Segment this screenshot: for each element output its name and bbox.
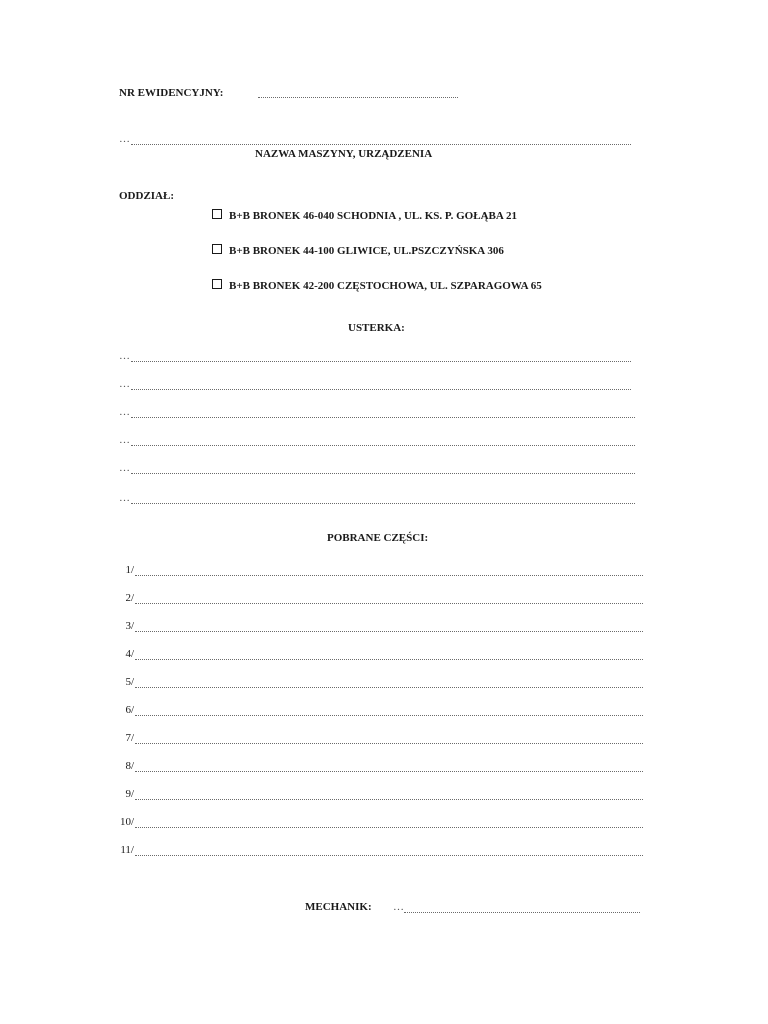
checkbox-icon[interactable] xyxy=(212,279,222,289)
fault-label: USTERKA: xyxy=(348,322,405,334)
parts-label: POBRANE CZĘŚCI: xyxy=(327,532,429,544)
part-number: 2/ xyxy=(125,592,134,604)
part-line-6[interactable] xyxy=(135,715,643,716)
part-line-5[interactable] xyxy=(135,687,643,688)
fault-line-5[interactable] xyxy=(131,473,635,474)
department-option-label: B+B BRONEK 42-200 CZĘSTOCHOWA, UL. SZPARAGOWA 65 xyxy=(229,280,542,292)
part-number: 6/ xyxy=(125,704,134,716)
fault-line-1[interactable] xyxy=(131,361,631,362)
fault-line-3[interactable] xyxy=(131,417,635,418)
fault-line-4[interactable] xyxy=(131,445,635,446)
department-option-schodnia[interactable] xyxy=(212,209,517,222)
fault-line-leader: … xyxy=(119,350,131,362)
part-number: 4/ xyxy=(125,648,134,660)
part-number: 10/ xyxy=(119,816,134,828)
nr-ewidencyjny-label: NR EWIDENCYJNY: xyxy=(119,87,224,99)
fault-line-leader: … xyxy=(119,378,131,390)
part-line-1[interactable] xyxy=(135,575,643,576)
department-option-label: B+B BRONEK 46-040 SCHODNIA , UL. KS. P. GOŁĄBA 21 xyxy=(229,210,517,222)
part-line-11[interactable] xyxy=(135,855,643,856)
checkbox-icon[interactable] xyxy=(212,209,222,219)
machine-name-field[interactable] xyxy=(131,144,631,145)
part-number: 8/ xyxy=(125,760,134,772)
part-line-9[interactable] xyxy=(135,799,643,800)
part-number: 5/ xyxy=(125,676,134,688)
fault-line-leader: … xyxy=(119,462,131,474)
part-number: 3/ xyxy=(125,620,134,632)
mechanic-label: MECHANIK: xyxy=(305,901,372,913)
part-line-8[interactable] xyxy=(135,771,643,772)
part-line-3[interactable] xyxy=(135,631,643,632)
machine-name-caption: NAZWA MASZYNY, URZĄDZENIA xyxy=(255,148,433,160)
fault-line-leader: … xyxy=(119,406,131,418)
checkbox-icon[interactable] xyxy=(212,244,222,254)
mechanic-signature-field[interactable] xyxy=(404,912,640,913)
part-number: 9/ xyxy=(125,788,134,800)
part-number: 1/ xyxy=(125,564,134,576)
fault-line-leader: … xyxy=(119,434,131,446)
machine-name-leader: … xyxy=(119,133,131,145)
mechanic-leader: … xyxy=(393,901,405,913)
department-option-label: B+B BRONEK 44-100 GLIWICE, UL.PSZCZYŃSKA 306 xyxy=(229,245,504,257)
fault-line-2[interactable] xyxy=(131,389,631,390)
part-line-10[interactable] xyxy=(135,827,643,828)
part-line-7[interactable] xyxy=(135,743,643,744)
part-line-2[interactable] xyxy=(135,603,643,604)
nr-ewidencyjny-field[interactable] xyxy=(258,97,458,98)
part-number: 11/ xyxy=(120,844,134,856)
part-number: 7/ xyxy=(125,732,134,744)
fault-line-6[interactable] xyxy=(131,503,635,504)
part-line-4[interactable] xyxy=(135,659,643,660)
department-option-gliwice[interactable] xyxy=(212,244,504,257)
fault-line-leader: … xyxy=(119,492,131,504)
department-label: ODDZIAŁ: xyxy=(119,190,175,202)
department-option-czestochowa[interactable] xyxy=(212,279,542,292)
